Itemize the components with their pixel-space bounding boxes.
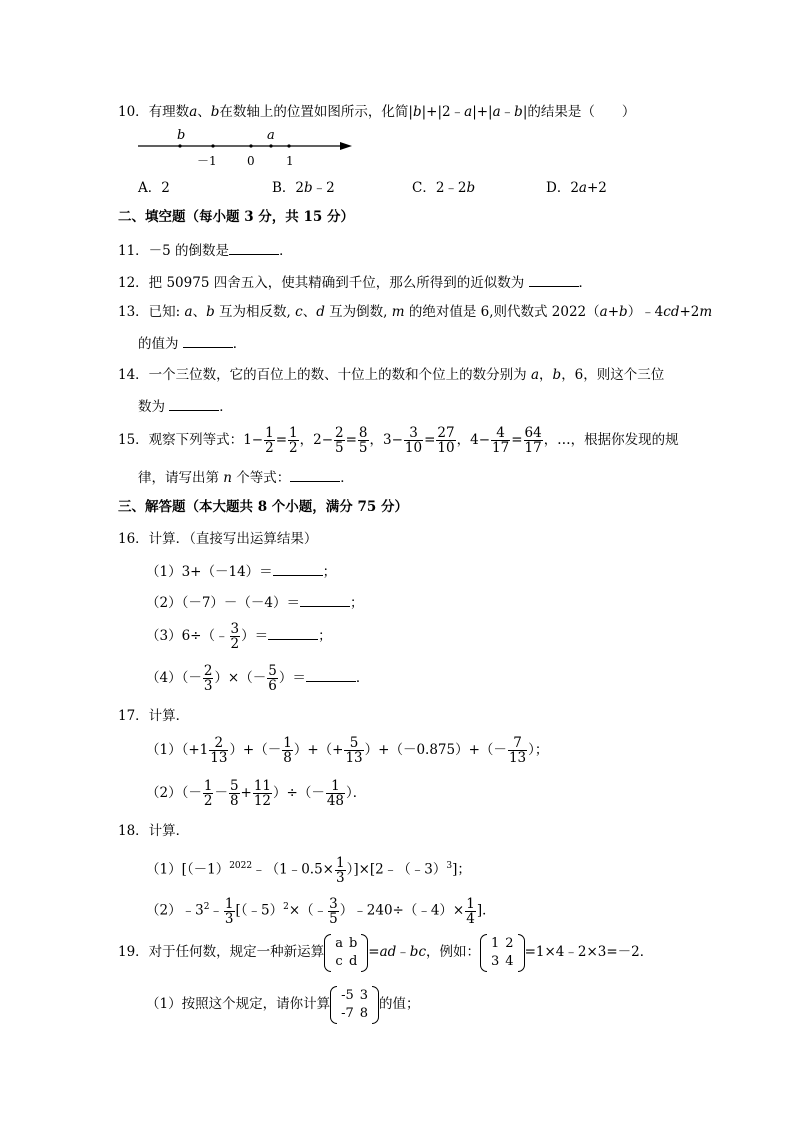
numerator: 1 <box>224 895 234 912</box>
option-label: D．2 <box>546 180 579 196</box>
whole-number: 3 <box>383 432 392 448</box>
denominator: 5 <box>358 440 368 456</box>
numerator: 11 <box>253 778 272 794</box>
numerator: 27 <box>437 425 455 441</box>
expression: ]． <box>476 902 496 919</box>
denominator: 2 <box>265 440 274 456</box>
exponent: 2 <box>283 902 289 912</box>
numerator: 3 <box>404 426 423 441</box>
expression: ）÷（－ <box>273 785 325 801</box>
var-a: a <box>530 367 540 383</box>
matrix-cell: a <box>335 935 343 951</box>
var-a: a <box>189 104 198 120</box>
punct: ． <box>340 470 354 486</box>
fraction <box>288 426 299 455</box>
denominator: 2 <box>203 793 213 809</box>
expression: ）+（+ <box>293 742 344 758</box>
q13-text: 的绝对值是 6,则代数式 2022（ <box>404 304 600 320</box>
matrix-cell: 4 <box>505 953 514 969</box>
numerator: 5 <box>344 736 363 751</box>
var-c: c <box>295 304 303 320</box>
answer-blank[interactable] <box>529 272 579 287</box>
q13-text: +2 <box>679 304 700 320</box>
answer-blank[interactable] <box>229 240 279 255</box>
matrix-cell: 3 <box>491 953 500 969</box>
q17-title: 17．计算． <box>118 708 190 724</box>
q16-item-1 <box>146 561 336 581</box>
expression: ）+（－ <box>229 742 282 758</box>
expression: + <box>240 785 252 801</box>
q14-line2 <box>138 396 233 416</box>
q10-text: |+| <box>472 104 493 120</box>
var-d: d <box>316 304 325 320</box>
point-label-b: b <box>177 128 186 143</box>
q10-text: |+|2﹣ <box>421 104 465 120</box>
denominator: 10 <box>437 440 455 456</box>
q10-option-a[interactable] <box>138 176 170 196</box>
numerator: 1 <box>283 735 292 751</box>
expression: ×（﹣ <box>288 902 328 919</box>
q11 <box>118 240 293 260</box>
matrix-cell: 2 <box>505 935 514 951</box>
expression: （1）3+（－14）＝ <box>146 564 273 580</box>
numerator: 8 <box>358 425 368 441</box>
q13-text: 互为相反数, <box>214 304 296 320</box>
q18-item-1 <box>146 850 471 886</box>
q13-text: 、 <box>302 304 317 320</box>
q10-text: 、 <box>197 104 211 120</box>
expression: ）＝ <box>241 628 269 644</box>
var-a: a <box>578 180 587 196</box>
matrix-cell: d <box>348 953 358 969</box>
numerator: 3 <box>230 621 240 637</box>
answer-blank[interactable] <box>300 592 350 607</box>
q13-text: 、 <box>192 304 207 320</box>
denominator: 2 <box>230 636 240 652</box>
q14-text: 数为 <box>138 399 170 415</box>
q19-text: = <box>368 944 380 960</box>
var-b: b <box>466 180 476 196</box>
exponent: 3 <box>446 861 453 871</box>
var-a: a <box>492 104 501 120</box>
denominator: 3 <box>335 869 345 886</box>
answer-blank[interactable] <box>290 467 340 482</box>
q18-item-2 <box>146 891 496 927</box>
numerator: 64 <box>524 425 542 441</box>
number-line <box>130 124 360 172</box>
point-label-a: a <box>267 128 275 143</box>
matrix-question <box>330 987 379 1023</box>
denominator: 13 <box>210 750 228 766</box>
answer-blank[interactable] <box>183 333 233 348</box>
fraction <box>282 736 293 765</box>
q16-item-3 <box>146 620 332 652</box>
var-b: b <box>210 104 220 120</box>
q15-text: 个等式： <box>232 470 291 486</box>
tick-label: 0 <box>247 154 255 168</box>
fraction <box>203 779 214 808</box>
q19-text: =1×4﹣2×3=－2． <box>524 944 654 960</box>
q17-item-2 <box>146 777 366 809</box>
q13-text: ）﹣4 <box>627 304 664 320</box>
q15-equation: 2− $\frac{2}{5}$ = $\frac{8}{5}$ <box>313 425 368 456</box>
var-cd: cd <box>663 304 680 320</box>
fraction <box>335 856 346 885</box>
punct: ． <box>279 243 293 259</box>
q15-equation: 3− $\frac{3}{10}$ = $\frac{27}{10}$ <box>383 425 455 456</box>
punct: ； <box>318 628 332 644</box>
punct: ． <box>219 399 233 415</box>
expression: ）×（－ <box>214 670 267 686</box>
whole-number: 2 <box>313 432 322 448</box>
q15-text: 15．观察下列等式： <box>118 432 244 448</box>
q12-text: 12．把 50975 四舍五入，使其精确到千位，那么所得到的近似数为 <box>118 275 529 291</box>
var-a: a <box>599 304 608 320</box>
answer-blank[interactable] <box>306 667 356 682</box>
fraction <box>328 897 339 926</box>
q11-text: 11．－5 的倒数是 <box>118 243 230 259</box>
denominator: 8 <box>283 750 292 766</box>
matrix-example <box>480 935 525 971</box>
q13-text: 的值为 <box>138 336 183 352</box>
expression: ）]×[2﹣（﹣3） <box>346 861 447 878</box>
matrix-cell: 8 <box>359 1005 369 1021</box>
q19-text: ﹣ <box>396 944 410 960</box>
numerator: 2 <box>335 425 344 441</box>
answer-blank[interactable] <box>268 625 318 640</box>
var-b: b <box>514 104 523 120</box>
q16-item-4 <box>146 662 369 694</box>
expression: （1）[（－1） <box>146 861 230 878</box>
q15-line2 <box>138 467 354 487</box>
fraction <box>436 426 455 455</box>
whole-number: 4 <box>470 432 479 448</box>
expression: （2）（－7）－（－4）＝ <box>146 595 301 611</box>
q14-text: ，6，则这个三位 <box>561 367 665 383</box>
expression: （1）（+1 <box>146 742 209 758</box>
whole-number: 1 <box>243 432 252 448</box>
q14-text: 14．一个三位数，它的百位上的数、十位上的数和个位上的数分别为 <box>118 367 531 383</box>
denominator: 4 <box>466 910 475 927</box>
q12 <box>118 272 592 292</box>
numerator: 1 <box>335 854 345 871</box>
expression: － <box>214 785 228 801</box>
fraction <box>491 426 510 455</box>
section-title: 二、填空题（每小题 3 分，共 15 分） <box>118 209 354 225</box>
denominator: 10 <box>404 440 423 456</box>
q19-line1 <box>118 932 653 972</box>
fraction <box>209 736 228 765</box>
numerator: 7 <box>508 736 527 751</box>
var-a: a <box>184 304 193 320</box>
numerator: 2 <box>209 736 228 751</box>
expression: （2）（－ <box>146 785 202 801</box>
expression: ）﹣240÷（﹣4）× <box>339 902 465 919</box>
exponent: 2022 <box>229 861 253 871</box>
q15-equation: 4− $\frac{4}{17}$ = $\frac{64}{17}$ <box>470 425 542 456</box>
var-b: b <box>304 180 313 196</box>
q10-text: 10．有理数 <box>118 104 190 120</box>
denominator: 12 <box>253 793 272 809</box>
expression: ）+（－0.875）+（－ <box>364 742 507 758</box>
q10-option-c[interactable] <box>412 176 475 196</box>
matrix-definition <box>324 935 368 971</box>
numerator: 1 <box>203 778 213 794</box>
denominator: 48 <box>326 793 345 809</box>
option-label: C．2﹣2 <box>412 180 467 196</box>
fraction <box>334 426 345 455</box>
punct: ． <box>578 275 592 291</box>
var-bc: bc <box>409 944 426 960</box>
punct: ； <box>350 595 364 611</box>
q13-text: 互为倒数, <box>324 304 392 320</box>
denominator: 6 <box>268 678 277 694</box>
q15-line1: 15．观察下列等式：1− $\frac{1}{2}$ = $\frac{1}{2}$ ，2− $\frac{2}{5}$ = $\frac{8}{5}$ ，3− $\frac{3}{10}$ = $\frac{27}{10}$ ，4− $\frac{4}{17}$ = $\frac{64}{17}$ ，…，根据你发现的规 <box>118 425 679 456</box>
var-m: m <box>699 304 713 320</box>
fraction <box>224 897 235 926</box>
q19-text: 19．对于任何数，规定一种新运算 <box>118 944 325 960</box>
matrix-cell: 1 <box>491 935 500 951</box>
q10-option-b[interactable] <box>272 176 335 196</box>
punct: ； <box>322 564 337 580</box>
var-b: b <box>552 367 562 383</box>
expression: ）＝ <box>278 670 306 686</box>
q14-text: ， <box>539 367 553 383</box>
numerator: 1 <box>289 425 298 441</box>
fraction <box>267 664 278 693</box>
matrix-cell: -5 <box>341 987 354 1003</box>
numerator: 3 <box>329 895 338 912</box>
q15-text: ，…，根据你发现的规 <box>543 432 679 448</box>
q13-line2 <box>138 333 246 353</box>
punct: ． <box>355 670 370 686</box>
denominator: 13 <box>345 750 363 766</box>
fraction <box>358 426 369 455</box>
matrix-cell: c <box>335 953 343 969</box>
q15-equation: 1− $\frac{1}{2}$ = $\frac{1}{2}$ <box>243 425 298 456</box>
fraction <box>203 664 214 693</box>
expression: [（﹣5） <box>235 902 284 919</box>
denominator: 13 <box>508 750 527 766</box>
q10-text: 在数轴上的位置如图所示，化简| <box>219 104 413 120</box>
denominator: 2 <box>289 440 298 456</box>
denominator: 3 <box>224 910 234 927</box>
matrix-cell: b <box>348 935 358 951</box>
var-b: b <box>206 304 215 320</box>
q10-text: ﹣ <box>500 104 515 120</box>
numerator: 1 <box>466 895 475 912</box>
fraction <box>508 736 527 765</box>
option-label: A．2 <box>138 180 170 196</box>
fraction <box>229 779 240 808</box>
matrix-cell: 3 <box>359 987 369 1003</box>
var-m: m <box>391 304 405 320</box>
tick-label: －1 <box>197 154 217 168</box>
q13-text: + <box>607 304 620 320</box>
var-n: n <box>223 470 232 486</box>
numerator: 5 <box>229 778 239 794</box>
option-label: B．2 <box>272 180 305 196</box>
q16-title: 16．计算．（直接写出运算结果） <box>118 531 318 547</box>
q13-text: 13．已知: <box>118 304 185 320</box>
var-b: b <box>619 304 628 320</box>
q10-text: |的结果是（ ） <box>522 104 636 120</box>
var-b: b <box>412 104 422 120</box>
denominator: 3 <box>203 678 213 694</box>
q18-title: 18．计算． <box>118 823 190 839</box>
section-title: 三、解答题（本大题共 8 个小题，满分 75 分） <box>118 499 408 515</box>
exponent: 2 <box>203 902 210 912</box>
answer-blank[interactable] <box>169 396 219 411</box>
denominator: 5 <box>335 440 344 456</box>
fraction <box>326 779 345 808</box>
fraction <box>404 426 423 455</box>
denominator: 8 <box>229 793 239 809</box>
fraction <box>465 897 476 926</box>
option-label: +2 <box>586 180 607 196</box>
expression: ﹣（1﹣0.5× <box>252 861 334 878</box>
q10-stem <box>118 103 635 121</box>
var-ad: ad <box>379 944 397 960</box>
denominator: 17 <box>524 440 542 456</box>
denominator: 5 <box>329 910 338 927</box>
q17-item-1 <box>146 734 548 766</box>
expression: ）． <box>346 785 367 801</box>
expression: ﹣ <box>209 902 223 919</box>
q10-option-d[interactable] <box>546 176 607 196</box>
q16-item-2 <box>146 592 364 612</box>
denominator: 17 <box>492 440 510 456</box>
answer-blank[interactable] <box>273 561 323 576</box>
punct: ． <box>232 336 247 352</box>
fraction <box>253 779 272 808</box>
fraction <box>524 426 543 455</box>
matrix-cell: -7 <box>341 1005 354 1021</box>
expression: （3）6÷（﹣ <box>146 628 229 644</box>
option-label: ﹣2 <box>312 180 335 196</box>
expression: （4）（－ <box>146 670 202 686</box>
q19-item-1 <box>146 984 420 1024</box>
expression: ）； <box>528 742 549 758</box>
q15-text: 律，请写出第 <box>138 470 224 486</box>
numerator: 2 <box>203 663 213 679</box>
tick-label: 1 <box>286 154 294 168</box>
q19-text: （1）按照这个规定，请你计算 <box>146 996 331 1012</box>
expression: （2）﹣3 <box>146 902 204 919</box>
q19-text: ，例如： <box>426 944 480 960</box>
numerator: 5 <box>268 663 277 679</box>
q14-line1 <box>118 366 664 384</box>
fraction <box>230 622 241 651</box>
fraction <box>264 426 275 455</box>
q13-line1 <box>118 303 712 321</box>
q19-text: 的值； <box>379 996 420 1012</box>
numerator: 1 <box>265 425 274 441</box>
fraction <box>344 736 363 765</box>
numerator: 1 <box>326 779 345 794</box>
var-a: a <box>464 104 473 120</box>
expression: ]； <box>452 861 471 878</box>
numerator: 4 <box>491 426 510 441</box>
